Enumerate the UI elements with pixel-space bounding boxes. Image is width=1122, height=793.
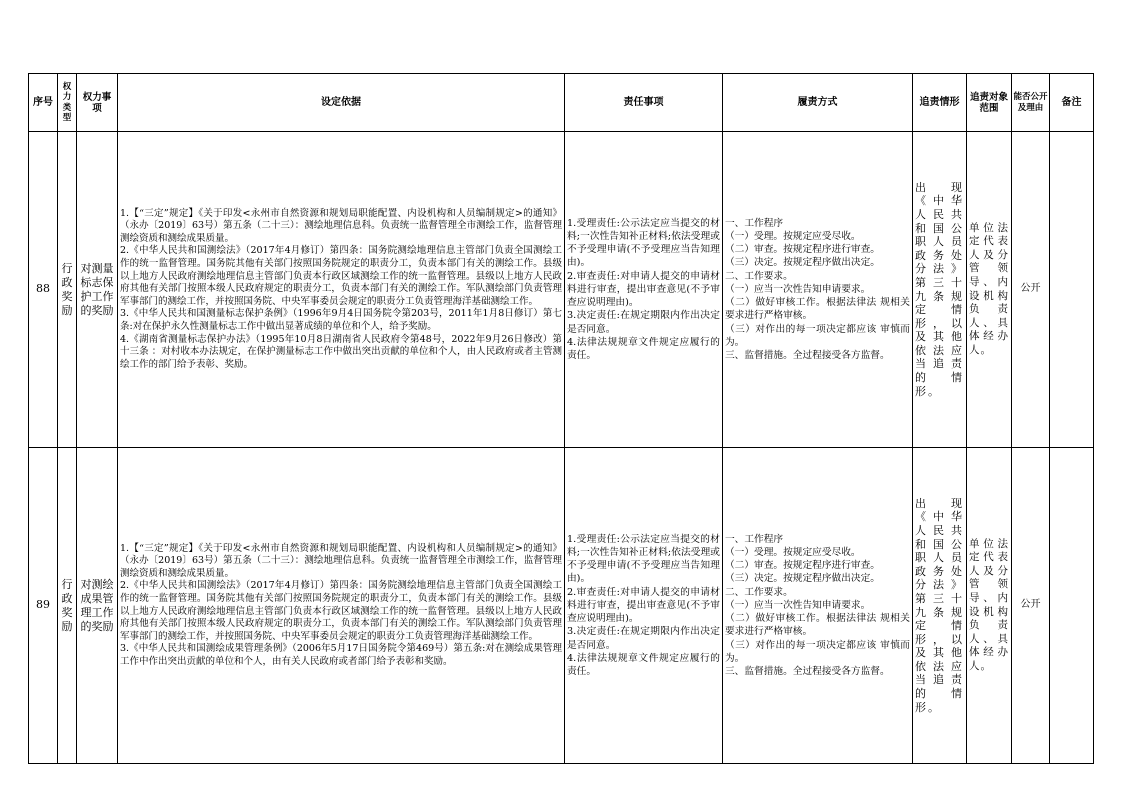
table-row	[29, 448, 1094, 764]
method-item: （三）决定。按规定程序做出决定。	[725, 573, 880, 585]
method-item: （二）审查。按规定程序进行审查。	[725, 560, 880, 572]
cell-accountability: 出现《中华人民共和国公职人员政务处分法》第三十九条规定情形，以及其他依法应当追责的情形。	[913, 132, 967, 448]
duty-item: 3.决定责任:在规定期限内作出决定是否同意。	[567, 626, 720, 651]
method-item: 一、工作程序	[725, 533, 784, 545]
method-item: （一）受理。按规定应受尽收。	[725, 231, 861, 243]
basis-paragraph: 2.《中华人民共和国测绘法》（2017年4月修订）第四条：国务院测绘地理信息主管部门负责全国测绘工作的统一监督管理。国务院其他有关部门按照国务院规定的职责分工，负责本部门有关的测绘工作。县级以上地方人民政府测绘地理信息主管部门负责本行政区域测绘工作的统一监督管理。县级以上地方人民政府其他有关部门按照本级人民政府规定的职责分工，负责本部门有关的测绘工作。军队测绘部门负责管理军事部门的测绘工作，并按照国务院、中央军事委员会规定的职责分工负责管理海洋基础测绘工作。	[120, 580, 562, 642]
header-power-item: 权力事项	[77, 74, 118, 132]
cell-seq: 89	[29, 448, 58, 764]
duty-item: 4.法律法规规章文件规定应履行的责任。	[567, 652, 720, 677]
header-duty: 责任事项	[565, 74, 723, 132]
cell-disclosure: 公开	[1012, 132, 1050, 448]
basis-paragraph: 3.《中华人民共和国测绘成果管理条例》（2006年5月17日国务院令第469号）第五条:对在测绘成果管理工作中作出突出贡献的单位和个人，由有关人民政府或者部门给予表彰和奖励。	[120, 643, 562, 667]
cell-power-item: 对测绘成果管理工作的奖励	[77, 448, 118, 764]
duty-item: 4.法律法规规章文件规定应履行的责任。	[567, 336, 720, 361]
duty-item: 1.受理责任:公示法定应当提交的材料;一次性告知补正材料;依法受理或不予受理申请(不予受理应当告知理由)。	[567, 217, 720, 269]
duty-item: 2.审查责任:对申请人提交的申请材料进行审查，提出审查意见(不予审查应说明理由)。	[567, 586, 720, 625]
duty-item: 2.审查责任:对申请人提交的申请材料进行审查，提出审查意见(不予审查应说明理由)。	[567, 270, 720, 309]
basis-paragraph: 3.《中华人民共和国测量标志保护条例》（1996年9月4日国务院令第203号，2011年1月8日修订）第七条:对在保护永久性测量标志工作中做出显著成绩的单位和个人，给予奖励。	[120, 308, 562, 332]
cell-duty	[565, 132, 723, 448]
header-seq: 序号	[29, 74, 58, 132]
header-basis: 设定依据	[118, 74, 565, 132]
method-item: 二、工作要求。	[725, 270, 793, 282]
header-disclosure: 能否公开及理由	[1012, 74, 1050, 132]
cell-basis	[118, 132, 565, 448]
cell-disclosure: 公开	[1012, 448, 1050, 764]
cell-power-type: 行政奖励	[58, 132, 77, 448]
basis-paragraph: 1.【“三定”规定】《关于印发<永州市自然资源和规划局职能配置、内设机构和人员编制规定>的通知》（永办〔2019〕63号）第五条（二十三）：测绘地理信息科。负责统一监督管理全市测绘工作，监督管理测绘资质和测绘成果质量。	[120, 207, 562, 244]
cell-power-item: 对测量标志保护工作的奖励	[77, 132, 118, 448]
header-remark: 备注	[1050, 74, 1094, 132]
basis-paragraph: 2.《中华人民共和国测绘法》（2017年4月修订）第四条：国务院测绘地理信息主管部门负责全国测绘工作的统一监督管理。国务院其他有关部门按照国务院规定的职责分工，负责本部门有关的测绘工作。县级以上地方人民政府测绘地理信息主管部门负责本行政区域测绘工作的统一监督管理。县级以上地方人民政府其他有关部门按照本级人民政府规定的职责分工，负责本部门有关的测绘工作。军队测绘部门负责管理军事部门的测绘工作，并按照国务院、中央军事委员会规定的职责分工负责管理海洋基础测绘工作。	[120, 245, 562, 307]
duty-item: 3.决定责任:在规定期限内作出决定是否同意。	[567, 310, 720, 335]
basis-paragraph: 1.【“三定”规定】《关于印发<永州市自然资源和规划局职能配置、内设机构和人员编制规定>的通知》（永办〔2019〕63号）第五条（二十三）：测绘地理信息科。负责统一监督管理全市测绘工作，监督管理测绘资质和测绘成果质量。	[120, 542, 562, 579]
cell-remark	[1050, 132, 1094, 448]
method-item: （三）对作出的每一项决定都应该 审慎而为。	[725, 639, 910, 664]
cell-duty	[565, 448, 723, 764]
cell-power-type: 行政奖励	[58, 448, 77, 764]
method-item: （二）审查。按规定程序进行审查。	[725, 244, 880, 256]
cell-method	[723, 132, 913, 448]
cell-seq: 88	[29, 132, 58, 448]
cell-scope: 单位法定代表人及分管领导、内设机构负责人、具体经办人。	[967, 132, 1012, 448]
method-item: （三）对作出的每一项决定都应该 审慎而为。	[725, 323, 910, 348]
header-method: 履责方式	[723, 74, 913, 132]
table-header-row	[29, 74, 1094, 132]
method-item: （二）做好审核工作。根据法律法 规相关要求进行严格审核。	[725, 297, 910, 322]
header-power-type: 权力类型	[58, 74, 77, 132]
method-item: （三）决定。按规定程序做出决定。	[725, 257, 880, 269]
cell-basis	[118, 448, 565, 764]
method-item: 二、工作要求。	[725, 586, 793, 598]
power-list-table	[28, 73, 1094, 764]
method-item: 三、监督措施。全过程接受各方监督。	[725, 349, 890, 361]
method-item: 一、工作程序	[725, 217, 784, 229]
method-item: （一）受理。按规定应受尽收。	[725, 547, 861, 559]
cell-remark	[1050, 448, 1094, 764]
header-accountability: 追责情形	[913, 74, 967, 132]
duty-item: 1.受理责任:公示法定应当提交的材料;一次性告知补正材料;依法受理或不予受理申请(不予受理应当告知理由)。	[567, 533, 720, 585]
header-scope: 追责对象范围	[967, 74, 1012, 132]
table-row	[29, 132, 1094, 448]
method-item: （二）做好审核工作。根据法律法 规相关要求进行严格审核。	[725, 613, 910, 638]
method-item: 三、监督措施。全过程接受各方监督。	[725, 665, 890, 677]
method-item: （一）应当一次性告知申请要求。	[725, 599, 871, 611]
cell-scope: 单位法定代表人及分管领导、内设机构负责人、具体经办人。	[967, 448, 1012, 764]
cell-method	[723, 448, 913, 764]
basis-paragraph: 4.《湖南省测量标志保护办法》（1995年10月8日湖南省人民政府令第48号，2022年9月26日修改）第十三条 ：对村收本办法规定，在保护测量标志工作中做出突出贡献的单位和个人，由人民政府或者主管测绘工作的部门给予表彰、奖励。	[120, 333, 562, 370]
cell-accountability: 出现《中华人民共和国公职人员政务处分法》第三十九条规定情形，以及其他依法应当追责的情形。	[913, 448, 967, 764]
method-item: （一）应当一次性告知申请要求。	[725, 283, 871, 295]
